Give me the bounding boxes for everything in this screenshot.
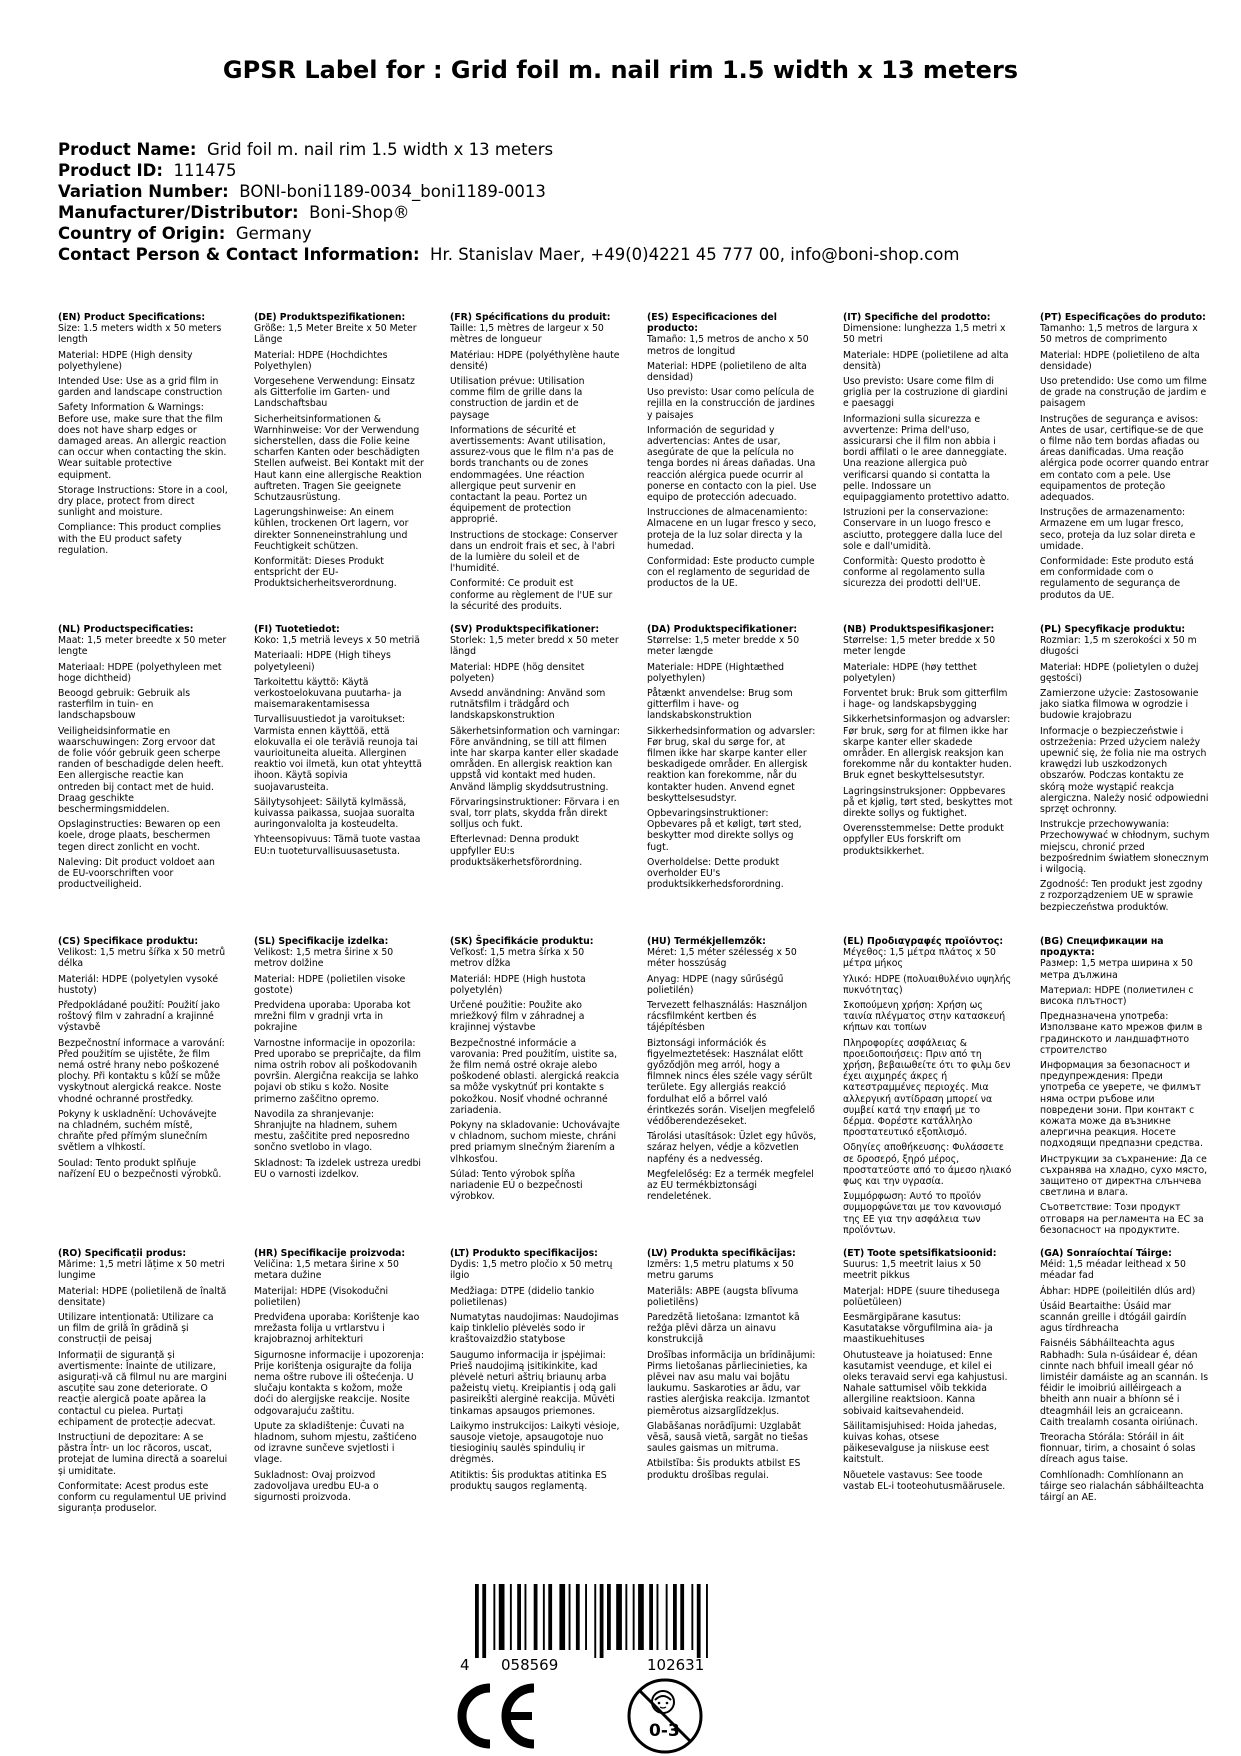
spec-paragraph: Instructions de stockage: Conserver dans un endroit frais et sec, à l'abri de la lumière du soleil et de l'humidité. [450, 529, 618, 575]
spec-paragraph: Efterlevnad: Denna produkt uppfyller EU:s produktsäkerhetsförordning. [450, 834, 583, 868]
spec-paragraph: Bezpečnostní informace a varování: Před použitím se ujistěte, že film nemá ostré hrany nebo poškozené plochy. Při kontaktu s kůží se může vyskytnout alergická reakce. Noste vhodné ochranné prostředky. [58, 1037, 225, 1105]
spec-block [450, 624, 620, 872]
age-label: 0-3 [649, 1721, 680, 1741]
spec-paragraph: Overholdelse: Dette produkt overholder EU's produktsikkerhedsforordning. [647, 856, 784, 891]
spec-paragraph: Material: HDPE (polietileno de alta densidade) [1040, 349, 1200, 372]
spec-paragraph: Suurus: 1,5 meetrit laius x 50 meetrit pikkus [843, 1259, 982, 1282]
barcode-digits-mid: 058569 [501, 1656, 559, 1672]
spec-block [647, 312, 817, 594]
spec-heading: (SK) Špecifikácie produktu: [450, 936, 594, 947]
spec-block [647, 1248, 817, 1485]
barcode-bar [569, 1584, 571, 1650]
spec-paragraph: Předpokládané použití: Použití jako roštový film v zahradní a krajinné výstavbě [58, 1000, 220, 1034]
spec-paragraph: Instruções de segurança e avisos: Antes de usar, certifique-se de que o filme não tem bordas afiadas ou áreas danificadas. Uma reação alérgica pode ocorrer quando entrar em contato com a pele. Use equipamentos de proteção adequados. [1040, 413, 1209, 504]
spec-paragraph: Инструкции за съхранение: Да се съхранява на хладно, сухо място, защитено от директна слънчева светлина и влага. [1040, 1153, 1208, 1199]
spec-paragraph: Sigurnosne informacije i upozorenja: Prije korištenja osigurajte da folija nema oštre rubove ili oštećenja. U slučaju kontakta s kožom, može doći do alergijske reakcije. Nosite odgovarajuću zaštitu. [254, 1349, 424, 1417]
spec-paragraph: Upute za skladištenje: Čuvati na hladnom, suhom mjestu, zaštićeno od izravne sunčeve svjetlosti i vlage. [254, 1420, 417, 1466]
spec-paragraph: Ábhar: HDPE (poileitilén dlús ard) [1040, 1285, 1196, 1297]
spec-paragraph: Naleving: Dit product voldoet aan de EU-voorschriften voor productveiligheid. [58, 856, 215, 891]
spec-paragraph: Sikkerhetsinformasjon og advarsler: Før bruk, sørg for at filmen ikke har skarpe kanter eller skadede områder. En allergisk reaksjon kan forekomme når du kontakter huden. Bruk egnet beskyttelsesutstyr. [843, 714, 1012, 782]
spec-paragraph: Yhteensopivuus: Tämä tuote vastaa EU:n tuoteturvallisuusasetusta. [254, 834, 421, 857]
spec-paragraph: Opslaginstructies: Bewaren op een koele, droge plaats, beschermen tegen direct zonlicht en vocht. [58, 819, 221, 853]
spec-paragraph: Forventet bruk: Bruk som gitterfilm i hage- og landskapsbygging [843, 688, 1008, 711]
spec-heading: (SL) Specifikacije izdelka: [254, 936, 389, 947]
spec-paragraph: Varnostne informacije in opozorila: Pred uporabo se prepričajte, da film nima ostrih robov ali poškodovanih površin. Alergična reakcija se lahko pojavi ob stiku s kožo. Nosite primerno zaščitno opremo. [254, 1037, 421, 1105]
spec-paragraph: Mărime: 1,5 metri lățime x 50 metri lungime [58, 1259, 225, 1282]
spec-block [450, 1248, 620, 1496]
spec-paragraph: Materiale: HDPE (høy tetthet polyetylen) [843, 661, 977, 684]
barcode-bar [576, 1584, 580, 1650]
barcode-bar [657, 1584, 659, 1650]
spec-heading: (DE) Produktspezifikationen: [254, 312, 406, 323]
product-info [58, 139, 959, 265]
spec-paragraph: Úsáid Beartaithe: Úsáid mar scannán greille i dtógáil gairdín agus tírdhreacha [1040, 1300, 1187, 1335]
barcode-bar [625, 1584, 627, 1650]
spec-heading: (LV) Produkta specifikācijas: [647, 1248, 796, 1259]
spec-paragraph: Tarkoitettu käyttö: Käytä verkostoelokuvana puutarha- ja maisemarakentamisessa [254, 676, 402, 711]
spec-paragraph: Drošības informācija un brīdinājumi: Pirms lietošanas pārliecinieties, ka plēvei nav asu malu vai bojātu laukumu. Saskaroties ar ādu, var rasties alerģiska reakcija. Izmantot piemērotus aizsarglīdzekļus. [647, 1349, 816, 1417]
spec-paragraph: Material: HDPE (High density polyethylene) [58, 349, 193, 372]
spec-paragraph: Materiál: HDPE (polyetylen vysoké hustoty) [58, 973, 219, 996]
spec-paragraph: Saugumo informacija ir įspėjimai: Prieš naudojimą įsitikinkite, kad plėvelė neturi aštrių briaunų arba pažeistų vietų. Kreipiantis į odą gali pasireikšti alerginė reakcija. Mūvėti tinkamas apsaugos priemones. [450, 1349, 617, 1417]
spec-paragraph: Atitiktis: Šis produktas atitinka ES produktų saugos reglamentą. [450, 1469, 607, 1492]
spec-block [254, 1248, 424, 1507]
spec-paragraph: Conformità: Questo prodotto è conforme al regolamento sulla sicurezza dei prodotti dell'UE. [843, 556, 986, 590]
spec-block [450, 936, 620, 1206]
barcode-bar [680, 1584, 684, 1650]
ce-mark-icon [452, 1680, 542, 1752]
spec-paragraph: Οδηγίες αποθήκευσης: Φυλάσσετε σε δροσερό, ξηρό μέρος, προστατεύστε από το άμεσο ηλιακό φως και την υγρασία. [843, 1142, 1012, 1188]
spec-block [254, 312, 424, 594]
spec-heading: (CS) Specifikace produktu: [58, 936, 199, 947]
spec-paragraph: Glabāšanas norādījumi: Uzglabāt vēsā, sausā vietā, sargāt no tiešas saules gaismas un mitruma. [647, 1420, 808, 1455]
spec-paragraph: Conformidade: Este produto está em conformidade com o regulamento de segurança de produtos da UE. [1040, 556, 1194, 601]
spec-heading: (BG) Спецификации на продукта: [1040, 936, 1164, 959]
spec-paragraph: Určené použitie: Použite ako mriežkový film v záhradnej a krajinnej výstavbe [450, 1000, 585, 1034]
barcode-bar [493, 1584, 495, 1650]
spec-heading: (HU) Termékjellemzők: [647, 936, 766, 947]
spec-paragraph: Bezpečnostné informácie a varovania: Pred použitím, uistite sa, že film nemá ostré okraje alebo poškodené oblasti. alergická reakcia sa môže vyskytnúť pri kontakte s pokožkou. Nosiť vhodné ochranné zariadenia. [450, 1037, 620, 1116]
spec-block [450, 312, 620, 616]
page-title: GPSR Label for : Grid foil m. nail rim 1.5 width x 13 meters [222, 56, 1019, 84]
spec-paragraph: Lagringsinstruksjoner: Oppbevares på et kjølig, tørt sted, beskyttes mot direkte sollys og fuktighet. [843, 785, 1013, 820]
barcode-bar [607, 1584, 611, 1650]
spec-paragraph: Größe: 1,5 Meter Breite x 50 Meter Länge [254, 323, 417, 346]
spec-heading: (SV) Produktspecifikationer: [450, 624, 600, 635]
spec-block [647, 624, 817, 894]
spec-paragraph: Comhlíonadh: Comhlíonann an táirge seo rialachán sábháilteachta táirgí an AE. [1040, 1469, 1204, 1504]
spec-paragraph: Maat: 1,5 meter breedte x 50 meter lengte [58, 635, 227, 658]
spec-paragraph: Treoracha Stórála: Stóráil in áit fionnuar, tirim, a chosaint ó solas díreach agus taise. [1040, 1432, 1196, 1466]
spec-paragraph: Materiāls: ABPE (augsta blīvuma polietilēns) [647, 1285, 799, 1308]
spec-heading: (RO) Specificații produs: [58, 1248, 187, 1259]
spec-paragraph: Tárolási utasítások: Üzlet egy hűvös, száraz helyen, védje a közvetlen napfény és a nedvesség. [647, 1131, 817, 1165]
spec-paragraph: Turvallisuustiedot ja varoitukset: Varmista ennen käyttöä, että elokuvalla ei ole teräviä reunoja tai vaurioituneita alueita. Allerginen reaktio voi ilmetä, kun otat yhteyttä ihoon. Käytä sopivia suojavarusteita. [254, 714, 422, 793]
spec-paragraph: Súlad: Tento výrobok spĺňa nariadenie EÚ o bezpečnosti výrobkov. [450, 1168, 583, 1203]
spec-block [843, 624, 1013, 861]
barcode-bar [559, 1584, 565, 1650]
barcode-bar [600, 1584, 604, 1658]
spec-paragraph: Rozmiar: 1,5 m szerokości x 50 m długości [1040, 635, 1197, 658]
spec-block [58, 936, 228, 1184]
spec-paragraph: Ohutusteave ja hoiatused: Enne kasutamist veenduge, et kilel ei oleks teravaid servi ega kahjustusi. Nahale sattumisel võib tekkida allergiline reaktsioon. Kanna sobivaid kaitsevahendeid. [843, 1349, 1008, 1417]
spec-paragraph: Σκοπούμενη χρήση: Χρήση ως ταινία πλέγματος στην κατασκευή κήπων και τοπίων [843, 1000, 1006, 1034]
spec-heading: (PT) Especificações do produto: [1040, 312, 1206, 323]
spec-block [58, 624, 228, 894]
spec-paragraph: Pokyny na skladovanie: Uchovávajte v chladnom, suchom mieste, chráni pred priamym slnečným žiarením a vlhkosťou. [450, 1120, 620, 1165]
spec-paragraph: Skladnost: Ta izdelek ustreza uredbi EU o varnosti izdelkov. [254, 1157, 422, 1180]
spec-paragraph: Materiaali: HDPE (High tiheys polyetyleeni) [254, 650, 391, 673]
spec-paragraph: Uso previsto: Usar como película de rejilla en la construcción de jardines y paisajes [647, 387, 815, 421]
spec-paragraph: Storage Instructions: Store in a cool, dry place, protect from direct sunlight and moisture. [58, 484, 228, 519]
spec-heading: (GA) Sonraíochtaí Táirge: [1040, 1248, 1172, 1259]
spec-paragraph: Paredzētā lietošana: Izmantot kā režģa plēvi dārza un ainavu konstrukcijā [647, 1312, 800, 1346]
spec-block [1040, 624, 1210, 917]
spec-paragraph: Material: HDPE (hög densitet polyeten) [450, 661, 585, 684]
spec-block [647, 936, 817, 1206]
barcode-bar [510, 1584, 512, 1650]
spec-paragraph: Instruções de armazenamento: Armazene em um lugar fresco, seco, proteja da luz solar direta e umidade. [1040, 507, 1196, 552]
spec-paragraph: Istruzioni per la conservazione: Conservare in un luogo fresco e asciutto, proteggere dalla luce del sole e dall'umidità. [843, 507, 1003, 552]
spec-paragraph: Overensstemmelse: Dette produkt oppfyller EUs forskrift om produktsikkerhet. [843, 823, 1004, 857]
spec-heading: (NL) Productspecificaties: [58, 624, 194, 635]
spec-paragraph: Opbevaringsinstruktioner: Opbevares på et køligt, tørt sted, beskytter mod direkte sollys og fugt. [647, 808, 802, 853]
spec-paragraph: Nõuetele vastavus: See toode vastab EL-i tooteohutusmäärusele. [843, 1469, 1006, 1492]
spec-heading: (EN) Product Specifications: [58, 312, 206, 323]
info-manufacturer: Manufacturer/Distributor: Boni-Shop® [58, 203, 410, 222]
spec-paragraph: Materiale: HDPE (polietilene ad alta densità) [843, 349, 1009, 372]
barcode-bar [633, 1584, 635, 1650]
barcode-bar [543, 1584, 545, 1650]
barcode-bar [482, 1584, 486, 1658]
spec-paragraph: Izmērs: 1,5 metru platums x 50 metru garums [647, 1259, 794, 1282]
spec-paragraph: Predvidena uporaba: Uporaba kot mrežni film v gradnji vrta in pokrajine [254, 1000, 411, 1034]
spec-paragraph: Tamanho: 1,5 metros de largura x 50 metros de comprimento [1040, 323, 1198, 346]
barcode-bar [534, 1584, 538, 1650]
spec-paragraph: Material: HDPE (polietilen visoke gostote) [254, 973, 406, 996]
spec-paragraph: Utilizare intenționată: Utilizare ca un film de grilă în grădină și construcții de peisaj [58, 1312, 214, 1346]
spec-paragraph: Съответствие: Този продукт отговаря на регламента на ЕС за безопасност на продуктите. [1040, 1202, 1204, 1236]
spec-paragraph: Utilisation prévue: Utilisation comme film de grille dans la construction de jardin et de paysage [450, 376, 585, 421]
spec-paragraph: Méret: 1,5 méter szélesség x 50 méter hosszúság [647, 947, 797, 970]
spec-paragraph: Pokyny k uskladnění: Uchovávejte na chladném, suchém místě, chraňte před přímým slunečním světlem a vlhkostí. [58, 1108, 217, 1154]
info-variation-number: Variation Number: BONI-boni1189-0034_boni1189-0013 [58, 182, 546, 201]
spec-paragraph: Veiligheidsinformatie en waarschuwingen: Zorg ervoor dat de folie vóór gebruik geen scherpe randen of beschadigde delen heeft. Een allergische reactie kan ontreden bij contact met de huid. Draag geschikte beschermingsmiddelen. [58, 725, 224, 816]
spec-paragraph: Conformidad: Este producto cumple con el reglamento de seguridad de productos de la UE. [647, 556, 815, 590]
spec-paragraph: Materijal: HDPE (Visokodučni polietilen) [254, 1285, 389, 1308]
spec-heading: (FR) Spécifications du produit: [450, 312, 611, 323]
spec-paragraph: Материал: HDPE (полиетилен с висока плътност) [1040, 984, 1194, 1008]
spec-paragraph: Biztonsági információk és figyelmeztetések: Használat előtt győződjön meg arról, hogy a filmnek nincs éles széle vagy sérült területe. Egy allergiás reakció fordulhat elő a bőrrel való érintkezés során. Viseljen megfelelő védőberendezéseket. [647, 1037, 815, 1128]
spec-paragraph: Размер: 1,5 метра ширина x 50 метра дължина [1040, 958, 1193, 981]
barcode-bar [585, 1584, 587, 1650]
spec-block [58, 312, 228, 560]
barcode-bar [548, 1584, 552, 1650]
spec-paragraph: Material: HDPE (Hochdichtes Polyethylen) [254, 349, 388, 372]
spec-paragraph: Υλικό: HDPE (πολυαιθυλένιο υψηλής πυκνότητας) [843, 973, 1012, 996]
barcode-bar [706, 1584, 708, 1658]
spec-block [1040, 1248, 1210, 1507]
spec-paragraph: Información de seguridad y advertencias: Antes de usar, asegúrate de que la película no tenga bordes ni áreas dañadas. Una reacción alérgica puede ocurrir al ponerse en contacto con la piel. Use equipo de protección adecuado. [647, 424, 817, 504]
spec-paragraph: Konformität: Dieses Produkt entspricht der EU-Produktsicherheitsverordnung. [254, 556, 397, 590]
spec-paragraph: Soulad: Tento produkt splňuje nařízení EU o bezpečnosti výrobků. [58, 1157, 222, 1180]
spec-paragraph: Sikkerhedsinformation og advarsler: Før brug, skal du sørge for, at filmen ikke har skarpe kanter eller beskadigede områder. En allergisk reaktion kan forekomme, når du kontakter huden. Anvend egnet beskyttelsesudstyr. [647, 725, 816, 804]
spec-paragraph: Tamaño: 1,5 metros de ancho x 50 metros de longitud [647, 334, 809, 357]
spec-heading: (FI) Tuotetiedot: [254, 624, 340, 635]
barcode-bar [673, 1584, 677, 1650]
barcode-bar [691, 1584, 693, 1650]
barcode-bar [499, 1584, 505, 1650]
barcode-bar [649, 1584, 653, 1650]
spec-paragraph: Faisnéis Sábháilteachta agus Rabhadh: Sula n-úsáidear é, déan cinnte nach bhfuil imeall géar nó limistéir damáiste ag an scannán. Is féidir le imoibriú ailléirgeach a bheith ann nuair a bhíonn sé i dteagmháil leis an gcraiceann. Caith trealamh cosanta oiriúnach. [1040, 1338, 1209, 1428]
spec-paragraph: Size: 1.5 meters width x 50 meters length [58, 323, 222, 346]
barcode-bar [517, 1584, 521, 1650]
barcode-bar [475, 1584, 479, 1658]
spec-paragraph: Méid: 1,5 méadar leithead x 50 méadar fad [1040, 1259, 1186, 1282]
spec-paragraph: Taille: 1,5 mètres de largeur x 50 mètres de longueur [450, 323, 604, 346]
spec-paragraph: Instrucțiuni de depozitare: A se păstra într- un loc răcoros, uscat, protejat de lumina directă a soarelui și umiditate. [58, 1432, 228, 1477]
spec-block [843, 936, 1013, 1240]
spec-paragraph: Compliance: This product complies with the EU product safety regulation. [58, 522, 221, 556]
spec-block [1040, 312, 1210, 605]
spec-paragraph: Conformitate: Acest produs este conform cu regulamentul UE privind siguranța produselor. [58, 1480, 227, 1515]
spec-paragraph: Velikost: 1,5 metra širine x 50 metrov dolžine [254, 947, 394, 970]
spec-paragraph: Zamierzone użycie: Zastosowanie jako siatka filmowa w ogrodzie i budowie krajobrazu [1040, 688, 1199, 722]
spec-block [58, 1248, 228, 1518]
spec-paragraph: Uso previsto: Usare come film di griglia per la costruzione di giardini e paesaggi [843, 376, 1008, 410]
spec-paragraph: Størrelse: 1,5 meter bredde x 50 meter længde [647, 635, 800, 658]
spec-heading: (ES) Especificaciones del producto: [647, 312, 777, 335]
spec-paragraph: Säilytysohjeet: Säilytä kylmässä, kuivassa paikassa, suojaa suoralta auringonvalolta ja kosteudelta. [254, 796, 415, 831]
spec-paragraph: Koko: 1,5 metriä leveys x 50 metriä [254, 635, 420, 647]
spec-paragraph: Informații de siguranță și avertismente: Înainte de utilizare, asigurați-vă că filmul nu are margini ascuțite sau zone deteriorate. O reacție alergică poate apărea la contactul cu pielea. Purtați echipament de protecție adecvat. [58, 1349, 227, 1428]
spec-paragraph: Storlek: 1,5 meter bredd x 50 meter längd [450, 635, 619, 658]
spec-paragraph: Materiale: HDPE (Hightæthed polyethylen) [647, 661, 785, 684]
barcode-bar [594, 1584, 596, 1658]
spec-paragraph: Materiál: HDPE (High hustota polyetylén) [450, 973, 586, 996]
spec-heading: (DA) Produktspecifikationer: [647, 624, 798, 635]
spec-paragraph: Dimensione: lunghezza 1,5 metri x 50 metri [843, 323, 1006, 346]
spec-heading: (EL) Προδιαγραφές προϊόντος: [843, 936, 1004, 947]
spec-paragraph: Veľkosť: 1,5 metra šírka x 50 metrov dĺžka [450, 947, 585, 970]
spec-block [843, 312, 1013, 594]
spec-paragraph: Instrukcje przechowywania: Przechowywać w chłodnym, suchym miejscu, chronić przed bezpośrednim światłem słonecznym i wilgocią. [1040, 819, 1210, 876]
barcode-bar [525, 1584, 527, 1650]
spec-paragraph: Zgodność: Ten produkt jest zgodny z rozporządzeniem UE w sprawie bezpieczeństwa produktów. [1040, 879, 1203, 913]
spec-paragraph: Συμμόρφωση: Αυτό το προϊόν συμμορφώνεται με τον κανονισμό της ΕΕ για την ασφάλεια των προϊόντων. [843, 1191, 1002, 1236]
spec-paragraph: Materiał: HDPE (polietylen o dużej gęstości) [1040, 661, 1199, 684]
spec-paragraph: Medžiaga: DTPE (didelio tankio polietilenas) [450, 1285, 595, 1308]
spec-paragraph: Material: HDPE (polietilenă de înaltă densitate) [58, 1285, 227, 1308]
spec-paragraph: Beoogd gebruik: Gebruik als rasterfilm in tuin- en landschapsbouw [58, 688, 191, 722]
barcode-bar [616, 1584, 622, 1650]
spec-paragraph: Avsedd användning: Använd som rutnätsfilm i trädgård och landskapskonstruktion [450, 688, 606, 722]
spec-paragraph: Material: HDPE (polietileno de alta densidad) [647, 360, 807, 384]
spec-paragraph: Megfelelőség: Ez a termék megfelel az EU termékbiztonsági rendeletének. [647, 1168, 814, 1203]
spec-heading: (HR) Specifikacije proizvoda: [254, 1248, 406, 1259]
spec-paragraph: Lagerungshinweise: An einem kühlen, trockenen Ort lagern, vor direkter Sonneneinstrahlung und Feuchtigkeit schützen. [254, 507, 409, 552]
spec-paragraph: Veličina: 1,5 metara širine x 50 metara dužine [254, 1259, 399, 1282]
spec-paragraph: Förvaringsinstruktioner: Förvara i en sval, torr plats, skydda från direkt solljus och fukt. [450, 796, 620, 831]
barcode-digits-right: 102631 [647, 1656, 705, 1672]
spec-paragraph: Påtænkt anvendelse: Brug som gitterfilm i have- og landskabskonstruktion [647, 688, 793, 722]
spec-block [254, 624, 424, 861]
spec-paragraph: Navodila za shranjevanje: Shranjujte na hladnem, suhem mestu, zaščitite pred neposredno sončno svetlobo in vlago. [254, 1108, 410, 1154]
spec-paragraph: Safety Information & Warnings: Before use, make sure that the film does not have sharp edges or damaged areas. An allergic reaction can occur when contacting the skin. Wear suitable protective equipment. [58, 402, 227, 481]
spec-heading: (PL) Specyfikacje produktu: [1040, 624, 1186, 635]
spec-paragraph: Conformité: Ce produit est conforme au règlement de l'UE sur la sécurité des produits. [450, 578, 613, 612]
spec-paragraph: Dydis: 1,5 metro pločio x 50 metrų ilgio [450, 1259, 613, 1282]
spec-paragraph: Laikymo instrukcijos: Laikyti vėsioje, sausoje vietoje, apsaugotoje nuo tiesioginių saulės spindulių ir drėgmės. [450, 1420, 620, 1466]
spec-paragraph: Instrucciones de almacenamiento: Almacene en un lugar fresco y seco, proteja de la luz solar directa y la humedad. [647, 507, 817, 552]
spec-paragraph: Intended Use: Use as a grid film in garden and landscape construction [58, 376, 223, 399]
spec-paragraph: Materjal: HDPE (suure tihedusega polüetüleen) [843, 1285, 1000, 1308]
info-product-id: Product ID: 111475 [58, 161, 237, 180]
spec-paragraph: Numatytas naudojimas: Naudojimas kaip tinklelio plėvelės sodo ir kraštovaizdžio statybose [450, 1312, 619, 1346]
spec-paragraph: Sicherheitsinformationen & Warnhinweise: Vor der Verwendung sicherstellen, dass die Folie keine scharfen Kanten oder beschädigten Stellen aufweist. Bei Kontakt mit der Haut kann eine allergische Reaktion auftreten. Tragen Sie geeignete Schutzausrüstung. [254, 413, 424, 504]
spec-paragraph: Tervezett felhasználás: Használjon rácsfilmként kertben és tájépítésben [647, 1000, 808, 1034]
spec-paragraph: Atbilstība: Šis produkts atbilst ES produktu drošības regulai. [647, 1458, 801, 1481]
barcode-bar [638, 1584, 644, 1650]
spec-paragraph: Πληροφορίες ασφάλειας & προειδοποιήσεις: Πριν από τη χρήση, βεβαιωθείτε ότι το φιλμ δεν έχει αιχμηρές άκρες ή κατεστραμμένες περιοχές. Μια αλλεργική αντίδραση μπορεί να συμβεί κατά την επαφή με το δέρμα. Φορέστε κατάλληλο προστατευτικό εξοπλισμό. [843, 1037, 1011, 1139]
info-country-of-origin: Country of Origin: Germany [58, 224, 312, 243]
info-product-name: Product Name: Grid foil m. nail rim 1.5 width x 13 meters [58, 140, 554, 159]
spec-paragraph: Säkerhetsinformation och varningar: Före användning, se till att filmen inte har skarpa kanter eller skadade områden. En allergisk reaktion kan uppstå vid kontakt med huden. Använd lämplig skyddsutrustning. [450, 725, 621, 793]
spec-paragraph: Eesmärgipärane kasutus: Kasutatakse võrgufilmina aia- ja maastikuehituses [843, 1312, 993, 1346]
spec-paragraph: Materiaal: HDPE (polyethyleen met hoge dichtheid) [58, 661, 222, 684]
age-warning-0-3-icon [625, 1676, 705, 1756]
spec-paragraph: Anyag: HDPE (nagy sűrűségű polietilén) [647, 973, 784, 996]
spec-paragraph: Uso pretendido: Use como um filme de grade na construção de jardim e paisagem [1040, 376, 1207, 410]
spec-block [1040, 936, 1210, 1240]
spec-paragraph: Sukladnost: Ovaj proizvod zadovoljava uredbu EU-a o sigurnosti proizvoda. [254, 1469, 379, 1504]
spec-heading: (IT) Specifiche del prodotto: [843, 312, 991, 323]
barcode-bar [666, 1584, 668, 1650]
spec-paragraph: Säilitamisjuhised: Hoida jahedas, kuivas kohas, otsese päikesevalguse ja niiskuse eest kaitstult. [843, 1420, 997, 1466]
info-contact: Contact Person & Contact Information: Hr. Stanislav Maer, +49(0)4221 45 777 00, info@boni-shop.com [58, 245, 960, 264]
barcode [455, 1582, 755, 1672]
spec-paragraph: Predviđena uporaba: Korištenje kao mrežasta folija u vrtlarstvu i krajobraznoj arhitekturi [254, 1312, 420, 1346]
spec-block [843, 1248, 1013, 1496]
barcode-bar [697, 1584, 701, 1658]
spec-paragraph: Μέγεθος: 1,5 μέτρα πλάτος x 50 μέτρα μήκος [843, 947, 996, 970]
spec-heading: (NB) Produktspesifikasjoner: [843, 624, 995, 635]
spec-paragraph: Størrelse: 1,5 meter bredde x 50 meter lengde [843, 635, 996, 658]
barcode-digits-left: 4 [460, 1656, 470, 1672]
spec-heading: (ET) Toote spetsifikatsioonid: [843, 1248, 997, 1259]
spec-paragraph: Informations de sécurité et avertissements: Avant utilisation, assurez-vous que le film n'a pas de bords tranchants ou de zones endommagées. Une réaction allergique peut survenir en contactant la peau. Portez un équipement de protection approprié. [450, 424, 614, 526]
spec-paragraph: Informazioni sulla sicurezza e avvertenze: Prima dell'uso, assicurarsi che il film non abbia i bordi affilati o le aree danneggiate. Una reazione allergica può verificarsi quando si contatta la pelle. Indossare un equipaggiamento protettivo adatto. [843, 413, 1010, 504]
spec-block [254, 936, 424, 1184]
spec-paragraph: Informacje o bezpieczeństwie i ostrzeżenia: Przed użyciem należy upewnić się, że folia nie ma ostrych krawędzi lub uszkodzonych obszarów. Podczas kontaktu ze skórą może wystąpić reakcja alergiczna. Należy nosić odpowiedni sprzęt ochronny. [1040, 725, 1209, 816]
spec-paragraph: Vorgesehene Verwendung: Einsatz als Gitterfolie im Garten- und Landschaftsbau [254, 376, 415, 410]
spec-paragraph: Предназначена употреба: Използване като мрежов филм в градинското и ландшафтното строителство [1040, 1011, 1203, 1056]
spec-heading: (LT) Produkto specifikacijos: [450, 1248, 598, 1259]
spec-paragraph: Velikost: 1,5 metru šířka x 50 metrů délka [58, 947, 226, 970]
spec-paragraph: Matériau: HDPE (polyéthylène haute densité) [450, 349, 620, 372]
spec-paragraph: Информация за безопасност и предупреждения: Преди употреба се уверете, че филмът няма остри ръбове или повредени зони. При контакт с кожата може да възникне алергична реакция. Носете подходящи предпазни средства. [1040, 1060, 1203, 1150]
